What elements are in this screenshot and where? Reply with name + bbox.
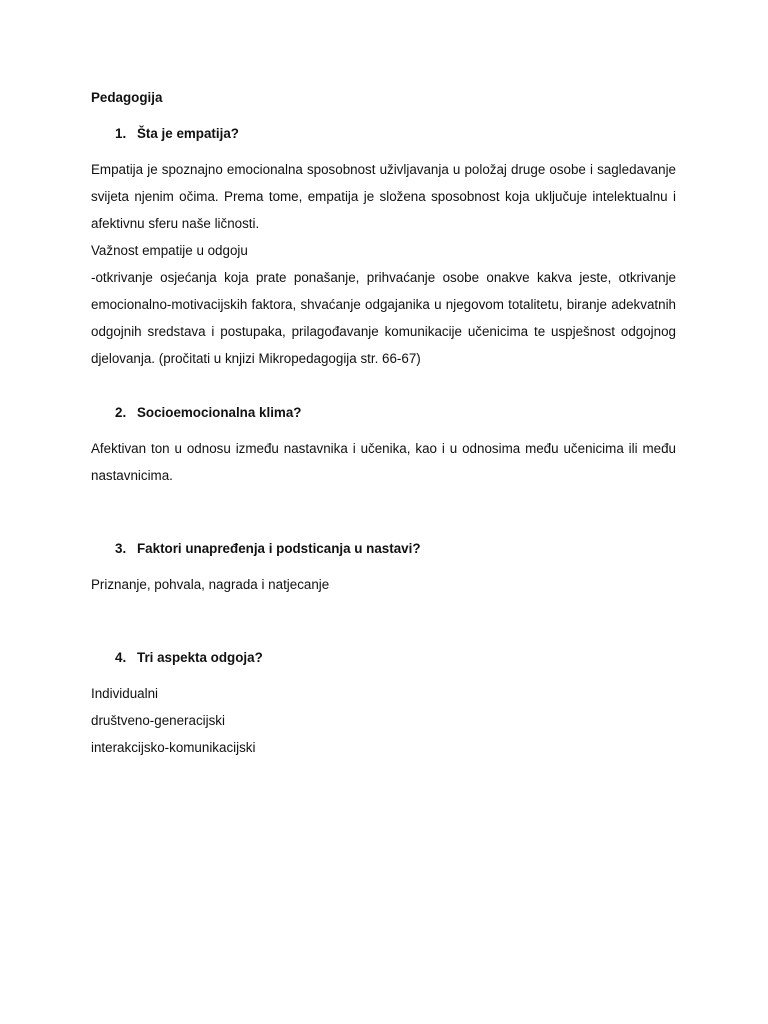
question-3-number: 3. — [115, 541, 127, 556]
question-1-paragraph-2: -otkrivanje osjećanja koja prate ponašanje, prihvaćanje osobe onakve kakva jeste, otkrivanje emocionalno-motivacijskih faktora, shvaćanje odgajanika u njegovom totalitetu, biranje adekvatnih odgojnih sredstava i postupaka, prilagođavanje komunikacije učenicima te uspješnost odgojnog djelovanja. (pročitati u knjizi Mikropedagogija str. 66-67) — [91, 270, 676, 366]
spacer — [91, 562, 676, 571]
question-3-answer: Priznanje, pohvala, nagrada i natjecanje — [91, 577, 330, 592]
spacer — [91, 426, 676, 435]
question-1-text: Šta je empatija? — [137, 126, 239, 141]
spacer — [91, 671, 676, 680]
spacer — [91, 598, 676, 644]
question-1-heading — [91, 120, 676, 147]
spacer — [91, 489, 676, 535]
question-4-answer-2: društveno-generacijski — [91, 713, 225, 728]
document-title: Pedagogija — [91, 90, 163, 105]
spacer — [91, 147, 676, 156]
document-page — [91, 84, 676, 761]
question-3-heading — [91, 535, 676, 562]
question-4-heading — [91, 644, 676, 671]
question-3-text: Faktori unapređenja i podsticanja u nastavi? — [137, 541, 421, 556]
spacer — [91, 111, 676, 120]
question-4-answer-3: interakcijsko-komunikacijski — [91, 740, 256, 755]
question-4-text: Tri aspekta odgoja? — [137, 650, 263, 665]
question-2-heading — [91, 399, 676, 426]
spacer — [91, 372, 676, 399]
question-1-number: 1. — [115, 126, 127, 141]
question-4-number: 4. — [115, 650, 127, 665]
question-2-number: 2. — [115, 405, 127, 420]
question-2-answer: Afektivan ton u odnosu između nastavnika i učenika, kao i u odnosima među učenicima ili među nastavnicima. — [91, 441, 676, 483]
question-1-subheading: Važnost empatije u odgoju — [91, 243, 248, 258]
question-2-text: Socioemocionalna klima? — [137, 405, 302, 420]
question-1-paragraph: Empatija je spoznajno emocionalna sposobnost uživljavanja u položaj druge osobe i sagledavanje svijeta njenim očima. Prema tome, empatija je složena sposobnost koja uključuje intelektualnu i afektivnu sferu naše ličnosti. — [91, 162, 676, 231]
question-4-answer-1: Individualni — [91, 686, 158, 701]
